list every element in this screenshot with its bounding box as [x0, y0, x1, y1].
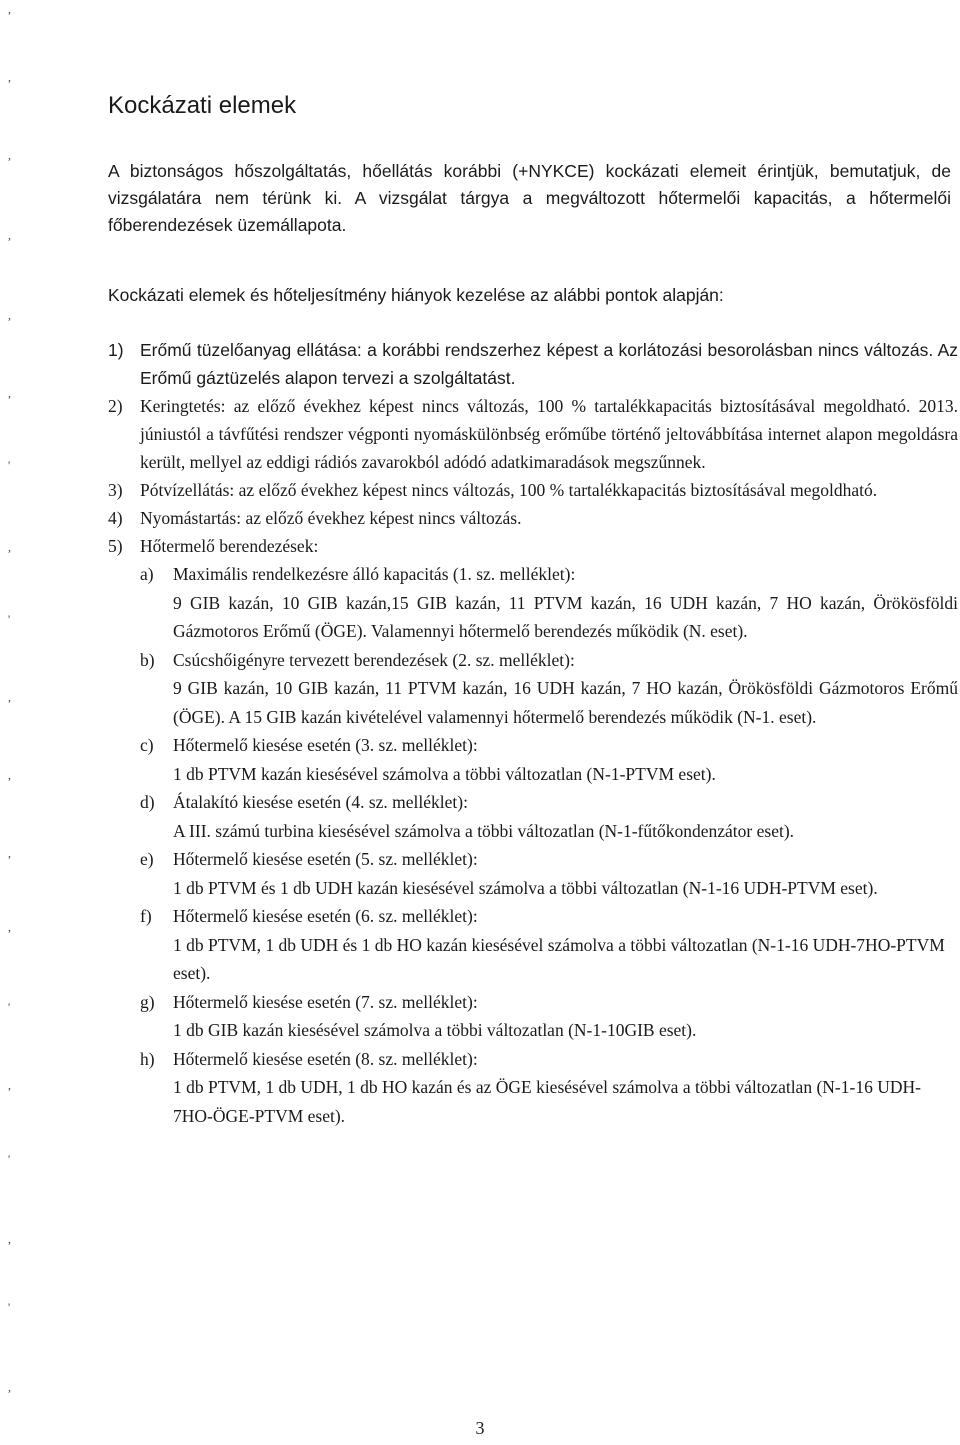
scan-mark: ,: [8, 540, 11, 554]
scan-mark: ,: [8, 768, 11, 782]
item-text: Keringtetés: az előző évekhez képest nincs változás, 100 % tartalékkapacitás biztosításával megoldható. 2013. júniustól a távfűtési rendszer végponti nyomáskülönbség erőműbe történő jeltovábbítása internet alapon megoldásra került, mellyel az eddigi rádiós zavarokból adódó adatkimaradások megszűnnek.: [140, 396, 958, 472]
list-item: [108, 392, 958, 476]
scan-mark: ,: [8, 2, 11, 16]
risk-list: [108, 336, 958, 1130]
scan-mark: ,: [8, 690, 11, 704]
section-heading: Kockázati elemek: [108, 92, 297, 119]
sub-title: Maximális rendelkezésre álló kapacitás (1. sz. melléklet):: [173, 564, 576, 584]
item-text: Hőtermelő berendezések:: [140, 536, 319, 556]
page-number: 3: [475, 1418, 485, 1438]
scan-mark: ,: [8, 1380, 11, 1394]
sub-item: [140, 560, 958, 646]
scan-mark: ': [8, 1152, 11, 1166]
sub-detail: 1 db PTVM és 1 db UDH kazán kiesésével számolva a többi változatlan (N-1-16 UDH-PTVM eset).: [173, 877, 878, 898]
item-number: 1): [108, 340, 124, 360]
item-number: 2): [108, 396, 123, 416]
sub-letter: c): [140, 735, 154, 755]
sub-item: [140, 788, 958, 845]
sub-title: Hőtermelő kiesése esetén (3. sz. melléklet):: [173, 735, 478, 755]
scan-mark: ,: [8, 228, 11, 242]
item-text: Erőmű tüzelőanyag ellátása: a korábbi rendszerhez képest a korlátozási besorolásban nincs változás. Az Erőmű gáztüzelés alapon tervezi a szolgáltatást.: [140, 340, 958, 388]
item-number: 3): [108, 480, 123, 500]
lead-paragraph: Kockázati elemek és hőteljesítmény hiányok kezelése az alábbi pontok alapján:: [108, 285, 724, 305]
sub-item: [140, 646, 958, 732]
item-text: Pótvízellátás: az előző évekhez képest nincs változás, 100 % tartalékkapacitás biztosításával megoldható.: [140, 480, 878, 500]
scan-mark: ': [8, 612, 11, 626]
list-item: [108, 504, 958, 532]
sub-item: [140, 845, 958, 902]
sub-detail: 1 db GIB kazán kiesésével számolva a többi változatlan (N-1-10GIB eset).: [173, 1020, 697, 1040]
list-item: [108, 532, 958, 1130]
sub-detail: A III. számú turbina kiesésével számolva a többi változatlan (N-1-fűtőkondenzátor eset).: [173, 820, 795, 841]
item-number: 4): [108, 508, 123, 528]
scan-mark: ,: [8, 386, 11, 400]
sub-title: Hőtermelő kiesése esetén (5. sz. melléklet):: [173, 849, 478, 869]
scan-mark: ': [8, 1300, 11, 1314]
intro-paragraph: A biztonságos hőszolgáltatás, hőellátás korábbi (+NYKCE) kockázati elemeit érintjük, bemutatjuk, de vizsgálatára nem térünk ki. A vizsgálat tárgya a megváltozott hőtermelői kapacitás, a hőtermelői főberendezések üzemállapota.: [108, 161, 951, 235]
item-text: Nyomástartás: az előző évekhez képest nincs változás.: [140, 508, 522, 528]
sub-title: Átalakító kiesése esetén (4. sz. melléklet):: [173, 792, 468, 812]
sub-letter: f): [140, 906, 152, 926]
sub-detail: 1 db PTVM, 1 db UDH, 1 db HO kazán és az ÖGE kiesésével számolva a többi változatlan (N-1-16 UDH-7HO-ÖGE-PTVM eset).: [173, 1077, 921, 1126]
sub-letter: b): [140, 649, 155, 670]
sub-letter: g): [140, 991, 155, 1012]
sub-detail: 9 GIB kazán, 10 GIB kazán, 11 PTVM kazán, 16 UDH kazán, 7 HO kazán, Örökösföldi Gázmotoros Erőmű (ÖGE). A 15 GIB kazán kivételével valamennyi hőtermelő berendezés működik (N-1. eset).: [173, 678, 958, 727]
sub-title: Hőtermelő kiesése esetén (6. sz. melléklet):: [173, 906, 478, 926]
list-item: [108, 336, 958, 392]
sub-detail: 1 db PTVM, 1 db UDH és 1 db HO kazán kiesésével számolva a többi változatlan (N-1-16 UDH-7HO-PTVM eset).: [173, 934, 945, 983]
scan-mark: ,: [8, 308, 11, 322]
scan-mark: ,: [8, 1232, 11, 1246]
sub-letter: e): [140, 849, 154, 869]
list-item: [108, 476, 958, 504]
scan-mark: ,: [8, 148, 11, 162]
sub-detail: 9 GIB kazán, 10 GIB kazán,15 GIB kazán, 11 PTVM kazán, 16 UDH kazán, 7 HO kazán, Örökösföldi Gázmotoros Erőmű (ÖGE). Valamennyi hőtermelő berendezés működik (N. eset).: [173, 592, 958, 641]
scan-mark: ': [8, 1000, 11, 1014]
sub-letter: h): [140, 1048, 155, 1069]
sub-detail: 1 db PTVM kazán kiesésével számolva a többi változatlan (N-1-PTVM eset).: [173, 763, 716, 784]
scan-mark: ,: [8, 1078, 11, 1092]
sub-title: Hőtermelő kiesése esetén (7. sz. melléklet):: [173, 991, 478, 1012]
sub-item: [140, 988, 958, 1045]
scan-mark: ,: [8, 70, 11, 84]
sub-title: Csúcshőigényre tervezett berendezések (2. sz. melléklet):: [173, 649, 575, 670]
sub-letter: d): [140, 792, 155, 812]
sub-letter: a): [140, 564, 154, 584]
sub-item: [140, 731, 958, 788]
scan-mark: ,: [8, 846, 11, 860]
scan-mark: ,: [8, 920, 11, 934]
item-number: 5): [108, 536, 123, 556]
sub-item: [140, 902, 958, 988]
sub-item: [140, 1045, 958, 1131]
sub-title: Hőtermelő kiesése esetén (8. sz. melléklet):: [173, 1048, 478, 1069]
scan-mark: ': [8, 458, 11, 472]
